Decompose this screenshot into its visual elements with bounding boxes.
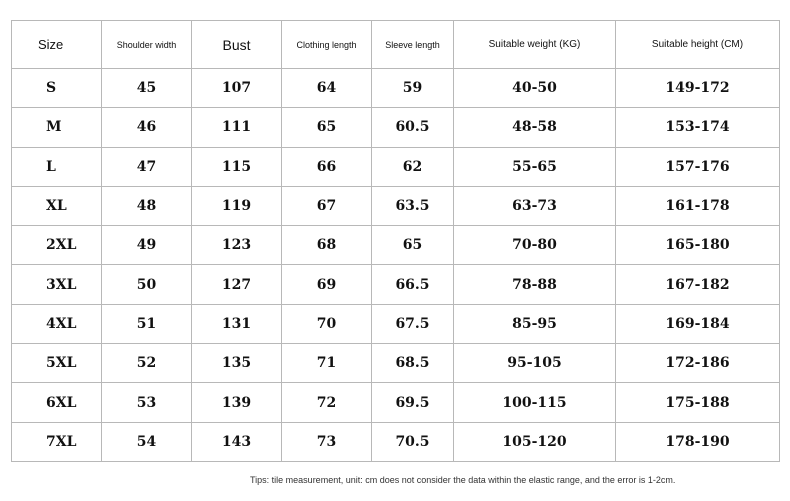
cell-suitable-height: 167-182 xyxy=(616,265,780,304)
cell-clothing-length: 70 xyxy=(282,304,372,343)
cell-sleeve-length: 62 xyxy=(372,147,454,186)
cell-sleeve-length: 66.5 xyxy=(372,265,454,304)
cell-suitable-weight: 105-120 xyxy=(454,422,616,461)
cell-size: 2XL xyxy=(12,226,102,265)
cell-suitable-weight: 85-95 xyxy=(454,304,616,343)
cell-shoulder-width: 45 xyxy=(102,69,192,108)
table-body xyxy=(12,69,780,462)
cell-suitable-weight: 78-88 xyxy=(454,265,616,304)
header-suitable-weight: Suitable weight (KG) xyxy=(454,21,616,69)
cell-clothing-length: 67 xyxy=(282,186,372,225)
cell-shoulder-width: 49 xyxy=(102,226,192,265)
table-row xyxy=(12,383,780,422)
cell-size: 3XL xyxy=(12,265,102,304)
cell-size: 7XL xyxy=(12,422,102,461)
cell-bust: 111 xyxy=(192,108,282,147)
size-chart-table xyxy=(11,20,780,462)
table-row xyxy=(12,226,780,265)
cell-suitable-height: 178-190 xyxy=(616,422,780,461)
table-row xyxy=(12,344,780,383)
cell-suitable-weight: 40-50 xyxy=(454,69,616,108)
cell-shoulder-width: 48 xyxy=(102,186,192,225)
cell-size: S xyxy=(12,69,102,108)
cell-shoulder-width: 51 xyxy=(102,304,192,343)
cell-sleeve-length: 68.5 xyxy=(372,344,454,383)
cell-suitable-height: 157-176 xyxy=(616,147,780,186)
table-row xyxy=(12,186,780,225)
table-row xyxy=(12,304,780,343)
cell-bust: 131 xyxy=(192,304,282,343)
cell-sleeve-length: 70.5 xyxy=(372,422,454,461)
cell-clothing-length: 65 xyxy=(282,108,372,147)
cell-sleeve-length: 69.5 xyxy=(372,383,454,422)
cell-clothing-length: 72 xyxy=(282,383,372,422)
header-bust: Bust xyxy=(192,21,282,69)
table-row xyxy=(12,69,780,108)
header-size: Size xyxy=(12,21,102,69)
cell-bust: 139 xyxy=(192,383,282,422)
cell-sleeve-length: 63.5 xyxy=(372,186,454,225)
cell-suitable-weight: 70-80 xyxy=(454,226,616,265)
tips-note: Tips: tile measurement, unit: cm does not consider the data within the elastic range, and the error is 1-2cm. xyxy=(250,475,676,485)
cell-suitable-height: 165-180 xyxy=(616,226,780,265)
cell-suitable-height: 169-184 xyxy=(616,304,780,343)
cell-suitable-weight: 100-115 xyxy=(454,383,616,422)
cell-sleeve-length: 67.5 xyxy=(372,304,454,343)
table-row xyxy=(12,108,780,147)
cell-suitable-weight: 55-65 xyxy=(454,147,616,186)
cell-shoulder-width: 47 xyxy=(102,147,192,186)
cell-suitable-height: 172-186 xyxy=(616,344,780,383)
cell-bust: 123 xyxy=(192,226,282,265)
cell-bust: 143 xyxy=(192,422,282,461)
cell-suitable-height: 153-174 xyxy=(616,108,780,147)
cell-clothing-length: 69 xyxy=(282,265,372,304)
cell-size: 4XL xyxy=(12,304,102,343)
cell-sleeve-length: 60.5 xyxy=(372,108,454,147)
cell-clothing-length: 66 xyxy=(282,147,372,186)
cell-shoulder-width: 50 xyxy=(102,265,192,304)
cell-bust: 119 xyxy=(192,186,282,225)
cell-clothing-length: 73 xyxy=(282,422,372,461)
cell-suitable-weight: 48-58 xyxy=(454,108,616,147)
cell-suitable-height: 161-178 xyxy=(616,186,780,225)
cell-suitable-height: 149-172 xyxy=(616,69,780,108)
table-row xyxy=(12,147,780,186)
cell-bust: 135 xyxy=(192,344,282,383)
cell-shoulder-width: 52 xyxy=(102,344,192,383)
table-row xyxy=(12,422,780,461)
cell-clothing-length: 64 xyxy=(282,69,372,108)
cell-suitable-weight: 63-73 xyxy=(454,186,616,225)
header-row xyxy=(12,21,780,69)
cell-size: XL xyxy=(12,186,102,225)
cell-size: M xyxy=(12,108,102,147)
header-shoulder-width: Shoulder width xyxy=(102,21,192,69)
cell-bust: 115 xyxy=(192,147,282,186)
cell-clothing-length: 68 xyxy=(282,226,372,265)
table-row xyxy=(12,265,780,304)
header-clothing-length: Clothing length xyxy=(282,21,372,69)
cell-clothing-length: 71 xyxy=(282,344,372,383)
cell-size: 5XL xyxy=(12,344,102,383)
cell-bust: 107 xyxy=(192,69,282,108)
cell-bust: 127 xyxy=(192,265,282,304)
header-sleeve-length: Sleeve length xyxy=(372,21,454,69)
cell-shoulder-width: 54 xyxy=(102,422,192,461)
cell-suitable-weight: 95-105 xyxy=(454,344,616,383)
cell-size: 6XL xyxy=(12,383,102,422)
header-suitable-height: Suitable height (CM) xyxy=(616,21,780,69)
cell-suitable-height: 175-188 xyxy=(616,383,780,422)
cell-sleeve-length: 65 xyxy=(372,226,454,265)
cell-size: L xyxy=(12,147,102,186)
cell-shoulder-width: 46 xyxy=(102,108,192,147)
cell-shoulder-width: 53 xyxy=(102,383,192,422)
cell-sleeve-length: 59 xyxy=(372,69,454,108)
